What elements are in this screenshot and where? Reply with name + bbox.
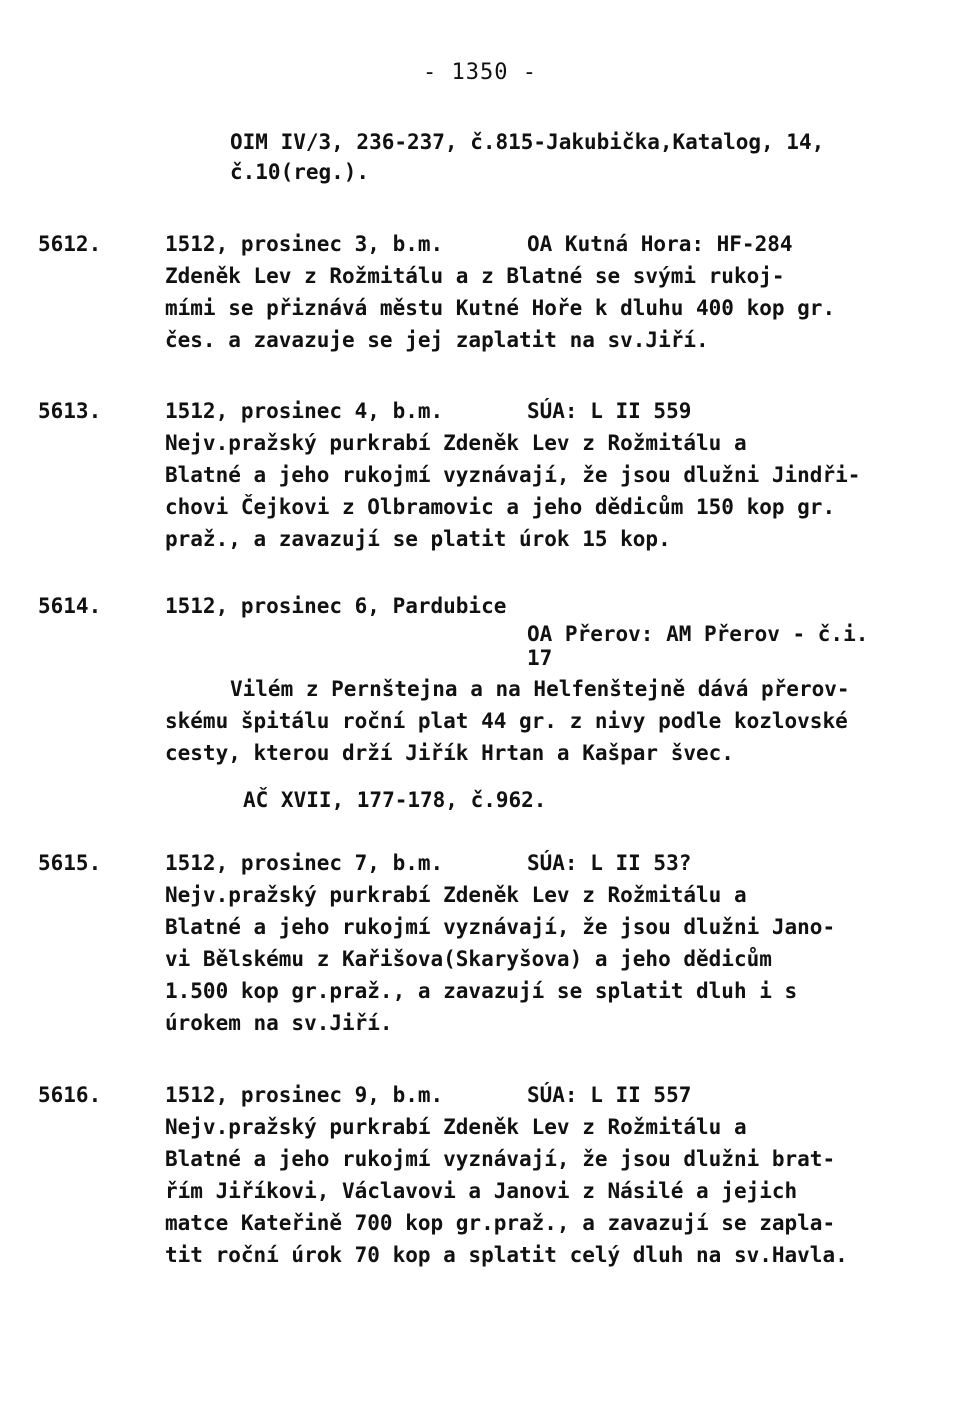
entry-text-line: vi Bělskému z Kařišova(Skaryšova) a jeho dědicům [165, 947, 772, 971]
entry-text-line: 1.500 kop gr.praž., a zavazují se splatit dluh i s [165, 979, 798, 1003]
entry-text-line: Vilém z Pernštejna a na Helfenštejně dává přerov- [230, 677, 850, 701]
entry-text-line: skému špitálu roční plat 44 gr. z nivy podle kozlovské [165, 709, 848, 733]
entry-text-line: praž., a zavazují se platit úrok 15 kop. [165, 527, 671, 551]
entry-text-line: Nejv.pražský purkrabí Zdeněk Lev z Rožmitálu a [165, 431, 747, 455]
entry-text-line: čes. a zavazuje se jej zaplatit na sv.Jiří. [165, 328, 709, 352]
entry-archive: SÚA: L II 53? [527, 851, 692, 875]
entry-text-line: úrokem na sv.Jiří. [165, 1011, 393, 1035]
entry-text-line: Zdeněk Lev z Rožmitálu a z Blatné se svými rukoj- [165, 264, 785, 288]
entry-text-line: Nejv.pražský purkrabí Zdeněk Lev z Rožmitálu a [165, 883, 747, 907]
entry-archive: OA Přerov: AM Přerov - č.i. [527, 622, 869, 646]
entry-archive: SÚA: L II 557 [527, 1083, 692, 1107]
entry-reference: AČ XVII, 177-178, č.962. [243, 788, 547, 812]
intro-line: č.10(reg.). [230, 160, 370, 184]
entry-number: 5613. [38, 399, 102, 423]
entry-date: 1512, prosinec 9, b.m. [165, 1083, 444, 1107]
entry-text-line: mími se přiznává městu Kutné Hoře k dluhu 400 kop gr. [165, 296, 836, 320]
entry-archive-cont: 17 [527, 646, 553, 670]
entry-archive: OA Kutná Hora: HF-284 [527, 232, 793, 256]
entry-date: 1512, prosinec 7, b.m. [165, 851, 444, 875]
entry-text-line: Blatné a jeho rukojmí vyznávají, že jsou dlužni Jindři- [165, 463, 861, 487]
entry-number: 5614. [38, 594, 102, 618]
entry-date: 1512, prosinec 6, Pardubice [165, 594, 507, 618]
entry-text-line: chovi Čejkovi z Olbramovic a jeho dědicům 150 kop gr. [165, 495, 836, 519]
entry-archive: SÚA: L II 559 [527, 399, 692, 423]
entry-text-line: Nejv.pražský purkrabí Zdeněk Lev z Rožmitálu a [165, 1115, 747, 1139]
entry-text-line: řím Jiříkovi, Václavovi a Janovi z Násilé a jejich [165, 1179, 798, 1203]
entry-number: 5615. [38, 851, 102, 875]
entry-text-line: tit roční úrok 70 kop a splatit celý dluh na sv.Havla. [165, 1243, 848, 1267]
entry-date: 1512, prosinec 4, b.m. [165, 399, 444, 423]
entry-number: 5612. [38, 232, 102, 256]
entry-text-line: matce Kateřině 700 kop gr.praž., a zavazují se zapla- [165, 1211, 836, 1235]
entry-text-line: cesty, kterou drží Jiřík Hrtan a Kašpar švec. [165, 741, 734, 765]
entry-date: 1512, prosinec 3, b.m. [165, 232, 444, 256]
entry-text-line: Blatné a jeho rukojmí vyznávají, že jsou dlužni brat- [165, 1147, 836, 1171]
entry-text-line: Blatné a jeho rukojmí vyznávají, že jsou dlužni Jano- [165, 915, 836, 939]
page-number: - 1350 - [423, 60, 537, 85]
entry-number: 5616. [38, 1083, 102, 1107]
intro-line: OIM IV/3, 236-237, č.815-Jakubička,Katalog, 14, [230, 130, 825, 154]
